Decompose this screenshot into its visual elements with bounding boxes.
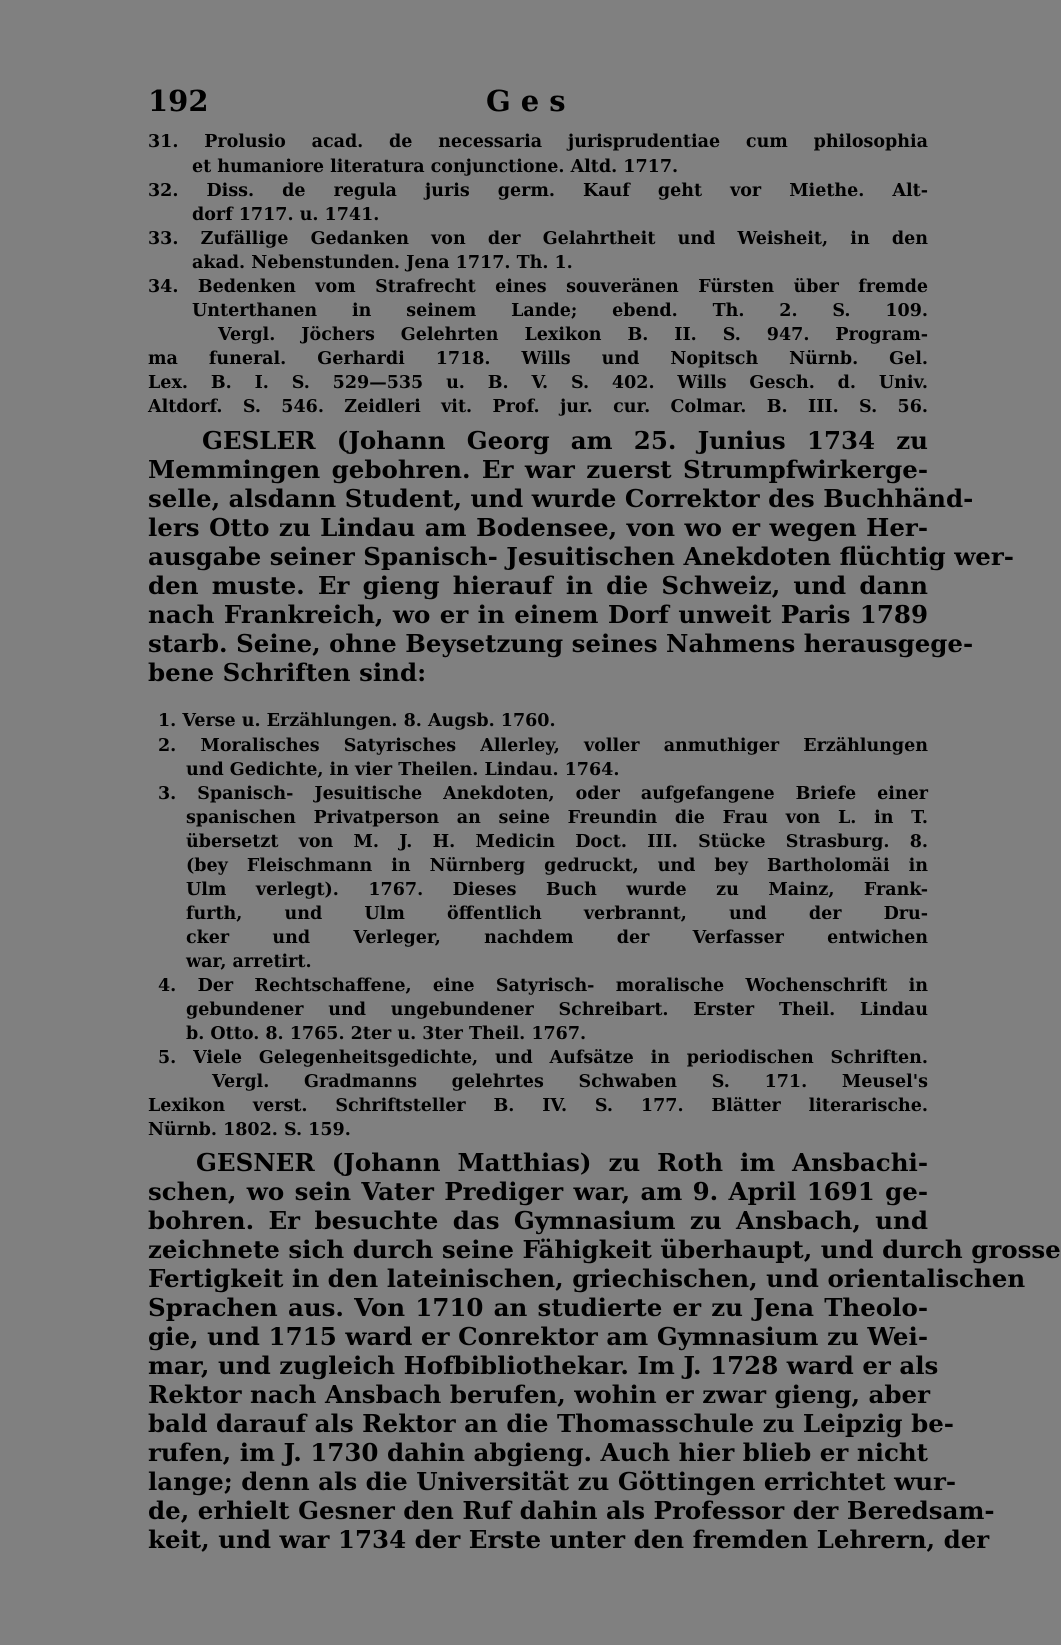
text-line: (bey Fleischmann in Nürnberg gedruckt, und bey Bartholomäi in xyxy=(186,856,928,876)
text-line: cker und Verleger, nachdem der Verfasser entwichen xyxy=(186,928,928,948)
text-line: übersetzt von M. J. H. Medicin Doct. III. Stücke Strasburg. 8. xyxy=(186,832,928,852)
text-line: ma funeral. Gerhardi 1718. Wills und Nopitsch Nürnb. Gel. xyxy=(148,349,928,369)
text-line: starb. Seine, ohne Beysetzung seines Nahmens herausgege- xyxy=(148,629,974,658)
text-line: akad. Nebenstunden. Jena 1717. Th. 1. xyxy=(192,253,573,273)
text-line: 31. Prolusio acad. de necessaria jurisprudentiae cum philosophia xyxy=(148,132,928,152)
text-line: 34. Bedenken vom Strafrecht eines souveränen Fürsten über fremde xyxy=(148,277,928,297)
text-line: furth, und Ulm öffentlich verbrannt, und der Dru- xyxy=(186,904,928,924)
text-line: Lexikon verst. Schriftsteller B. IV. S. 177. Blätter literarische. xyxy=(148,1096,928,1116)
text-line: mar, und zugleich Hofbibliothekar. Im J. 1728 ward er als xyxy=(148,1351,939,1380)
text-line: gebundener und ungebundener Schreibart. Erster Theil. Lindau xyxy=(186,1000,928,1020)
text-line: 1. Verse u. Erzählungen. 8. Augsb. 1760. xyxy=(158,711,556,731)
text-line: Vergl. Jöchers Gelehrten Lexikon B. II. S. 947. Program- xyxy=(218,325,928,345)
text-line: GESLER (Johann Georg am 25. Junius 1734 zu xyxy=(202,426,928,455)
text-line: ausgabe seiner Spanisch- Jesuitischen Anekdoten flüchtig wer- xyxy=(148,542,1014,571)
text-line: war, arretirt. xyxy=(186,952,312,972)
text-line: den muste. Er gieng hierauf in die Schweiz, und dann xyxy=(148,571,928,600)
text-line: bohren. Er besuchte das Gymnasium zu Ansbach, und xyxy=(148,1206,928,1235)
text-line: schen, wo sein Vater Prediger war, am 9. April 1691 ge- xyxy=(148,1177,928,1206)
text-line: Altdorf. S. 546. Zeidleri vit. Prof. jur. cur. Colmar. B. III. S. 56. xyxy=(148,397,928,417)
text-line: et humaniore literatura conjunctione. Altd. 1717. xyxy=(192,157,679,177)
text-line: Lex. B. I. S. 529—535 u. B. V. S. 402. Wills Gesch. d. Univ. xyxy=(148,373,928,393)
text-line: 2. Moralisches Satyrisches Allerley, voller anmuthiger Erzählungen xyxy=(158,736,928,756)
text-line: 5. Viele Gelegenheitsgedichte, und Aufsätze in periodischen Schriften. xyxy=(158,1048,928,1068)
text-line: 3. Spanisch- Jesuitische Anekdoten, oder aufgefangene Briefe einer xyxy=(158,784,928,804)
text-line: GESNER (Johann Matthias) zu Roth im Ansbachi- xyxy=(196,1148,928,1177)
text-line: und Gedichte, in vier Theilen. Lindau. 1764. xyxy=(186,760,620,780)
text-line: lers Otto zu Lindau am Bodensee, von wo er wegen Her- xyxy=(148,513,928,542)
text-line: zeichnete sich durch seine Fähigkeit überhaupt, und durch grosse xyxy=(148,1235,1061,1264)
page-number: 192 xyxy=(148,84,209,118)
text-line: bald darauf als Rektor an die Thomasschule zu Leipzig be- xyxy=(148,1409,954,1438)
text-line: de, erhielt Gesner den Ruf dahin als Professor der Beredsam- xyxy=(148,1496,995,1525)
text-line: rufen, im J. 1730 dahin abgieng. Auch hier blieb er nicht xyxy=(148,1438,928,1467)
running-head: Ges xyxy=(486,84,576,118)
text-line: dorf 1717. u. 1741. xyxy=(192,205,380,225)
text-line: b. Otto. 8. 1765. 2ter u. 3ter Theil. 1767. xyxy=(186,1024,587,1044)
text-line: keit, und war 1734 der Erste unter den fremden Lehrern, der xyxy=(148,1525,990,1554)
text-line: 33. Zufällige Gedanken von der Gelahrtheit und Weisheit, in den xyxy=(148,229,928,249)
text-line: Vergl. Gradmanns gelehrtes Schwaben S. 171. Meusel's xyxy=(212,1072,928,1092)
text-line: Sprachen aus. Von 1710 an studierte er zu Jena Theolo- xyxy=(148,1293,928,1322)
text-line: Ulm verlegt). 1767. Dieses Buch wurde zu Mainz, Frank- xyxy=(186,880,928,900)
page-header xyxy=(148,84,928,124)
text-line: Rektor nach Ansbach berufen, wohin er zwar gieng, aber xyxy=(148,1380,931,1409)
text-line: Memmingen gebohren. Er war zuerst Strumpfwirkerge- xyxy=(148,455,928,484)
text-line: Nürnb. 1802. S. 159. xyxy=(148,1120,351,1140)
text-line: spanischen Privatperson an seine Freundin die Frau von L. in T. xyxy=(186,808,928,828)
text-line: gie, und 1715 ward er Conrektor am Gymnasium zu Wei- xyxy=(148,1322,928,1351)
text-line: 32. Diss. de regula juris germ. Kauf geht vor Miethe. Alt- xyxy=(148,181,928,201)
text-line: Fertigkeit in den lateinischen, griechischen, und orientalischen xyxy=(148,1264,1026,1293)
text-line: Unterthanen in seinem Lande; ebend. Th. 2. S. 109. xyxy=(192,301,928,321)
text-line: selle, alsdann Student, und wurde Correktor des Buchhänd- xyxy=(148,484,974,513)
text-line: nach Frankreich, wo er in einem Dorf unweit Paris 1789 xyxy=(148,600,928,629)
text-line: bene Schriften sind: xyxy=(148,658,427,687)
text-line: 4. Der Rechtschaffene, eine Satyrisch- moralische Wochenschrift in xyxy=(158,976,928,996)
text-line: lange; denn als die Universität zu Göttingen errichtet wur- xyxy=(148,1467,957,1496)
